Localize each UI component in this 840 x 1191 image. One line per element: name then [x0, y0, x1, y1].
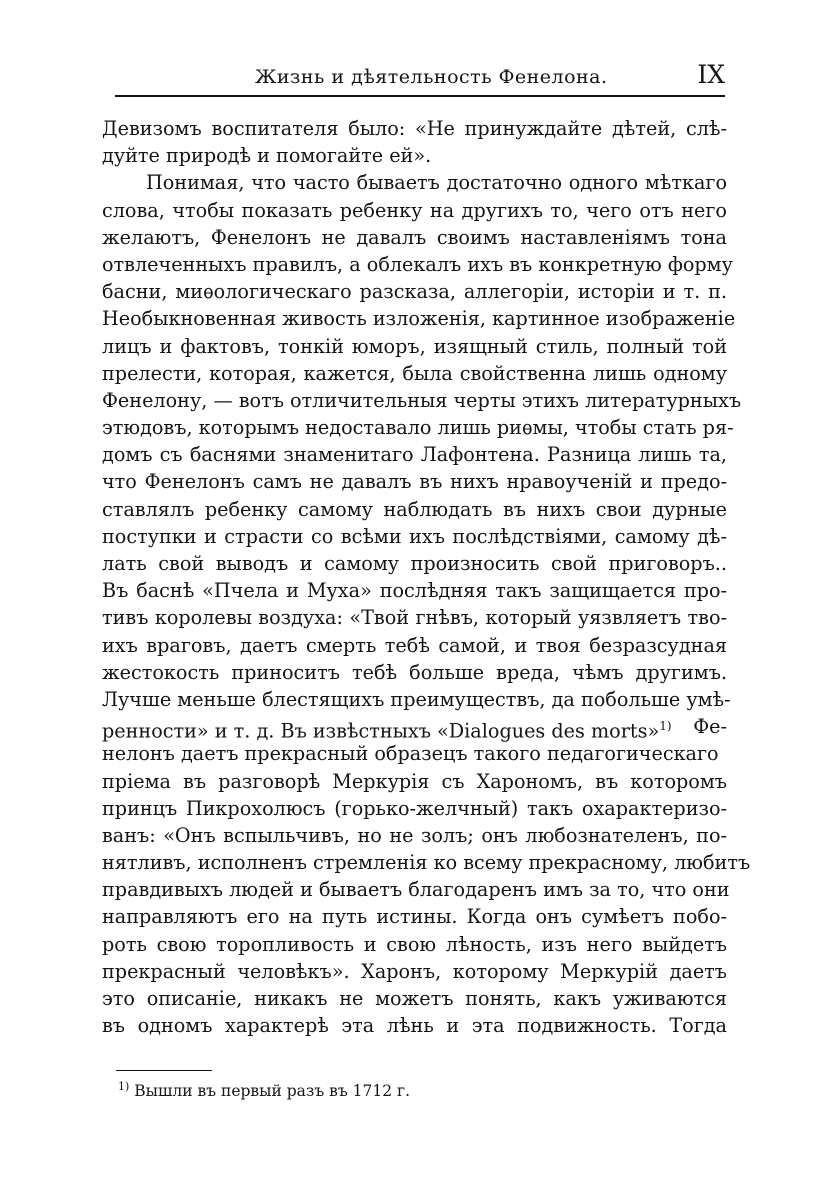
text-line: это описаніе, никакъ не можетъ понять, какъ уживаются: [102, 987, 727, 1010]
text-line: Девизомъ воспитателя было: «Не принуждайте дѣтей, слѣ-: [102, 117, 727, 140]
text-line: жестокость приноситъ тебѣ больше вреда, чѣмъ другимъ.: [102, 660, 727, 684]
text-line: прелести, которая, кажется, была свойственна лишь одному: [102, 361, 727, 385]
body-text: [102, 115, 751, 1039]
footnote-marker: 1): [118, 1080, 130, 1093]
footnote: [118, 1080, 410, 1100]
text-line: лать свой выводъ и самому произносить свой приговоръ..: [102, 552, 727, 575]
text-line: поступки и страсти со всѣми ихъ послѣдствіями, самому дѣ-: [102, 524, 727, 548]
text-line-with-footnote-ref: [102, 713, 727, 743]
text-line: дуйте природѣ и помогайте ей».: [102, 144, 432, 168]
text-line: пріема въ разговорѣ Меркурія съ Харономъ, въ которомъ: [102, 769, 727, 793]
text-line: прекрасный человѣкъ». Харонъ, которому Меркурій даетъ: [102, 959, 727, 983]
text-line: правдивыхъ людей и бываетъ благодаренъ имъ за то, что они: [102, 878, 730, 902]
text-line: этюдовъ, которымъ недоставало лишь риѳмы, чтобы стать ря-: [102, 416, 734, 440]
text-line: роть свою торопливость и свою лѣность, изъ него выйдетъ: [102, 932, 727, 956]
text-line: домъ съ баснями знаменитаго Лафонтена. Разница лишь та,: [102, 443, 727, 467]
header-rule: [115, 95, 725, 97]
text-line: нятливъ, исполненъ стремленія ко всему прекрасному, любитъ: [102, 851, 751, 875]
text-line: Въ баснѣ «Пчела и Муха» послѣдняя такъ защищается про-: [102, 579, 727, 603]
running-title: Жизнь и дѣятельность Фенелона.: [255, 66, 608, 88]
footnote-reference: 1): [659, 719, 672, 734]
text-line: направляютъ его на путь истины. Когда онъ сумѣетъ побо-: [102, 905, 727, 929]
text-line: въ одномъ характерѣ эта лѣнь и эта подвижность. Тогда: [102, 1014, 727, 1038]
text-line: басни, миѳологическаго разсказа, аллегоріи, исторіи и т. п.: [102, 280, 727, 304]
text-line: ставлялъ ребенку самому наблюдать въ нихъ свои дурные: [102, 497, 727, 521]
text-line: Понимая, что часто бываетъ достаточно одного мѣткаго: [146, 171, 727, 195]
text-line-start: ренности» и т. д. Въ извѣстныхъ «Dialogues des morts»: [102, 719, 660, 743]
text-line: отвлеченныхъ правилъ, а облекалъ ихъ въ конкретную форму: [102, 252, 733, 276]
text-line: Необыкновенная живость изложенія, картинное изображеніе: [102, 307, 736, 331]
text-line: что Фенелонъ самъ не давалъ въ нихъ нравоученій и предо-: [102, 470, 727, 494]
text-line: ванъ: «Онъ вспыльчивъ, но не золъ; онъ любознателенъ, по-: [102, 823, 727, 847]
text-line: нелонъ даетъ прекрасный образецъ такого педагогическаго: [102, 742, 719, 766]
text-line: Фенелону, — вотъ отличительныя черты этихъ литературныхъ: [102, 388, 742, 412]
text-line: ихъ враговъ, даетъ смерть тебѣ самой, и твоя безразсудная: [102, 633, 727, 657]
text-line: лицъ и фактовъ, тонкій юморъ, изящный стиль, полный той: [102, 334, 727, 358]
text-line: принцъ Пикрохолюсъ (горько-желчный) такъ охарактеризо-: [102, 796, 727, 820]
footnote-rule: [116, 1070, 212, 1071]
text-line: Лучше меньше блестящихъ преимуществъ, да побольше умѣ-: [102, 687, 731, 711]
text-line-end: Фе-: [693, 715, 727, 739]
text-line: слова, чтобы показать ребенку на другихъ то, чего отъ него: [102, 198, 727, 222]
footnote-text: Вышли въ первый разъ въ 1712 г.: [134, 1082, 411, 1101]
text-line: желаютъ, Фенелонъ не давалъ своимъ наставленіямъ тона: [102, 225, 727, 249]
text-line: тивъ королевы воздуха: «Твой гнѣвъ, который уязвляетъ тво-: [102, 606, 727, 630]
page-number: IX: [697, 60, 725, 89]
running-header: [115, 56, 725, 98]
